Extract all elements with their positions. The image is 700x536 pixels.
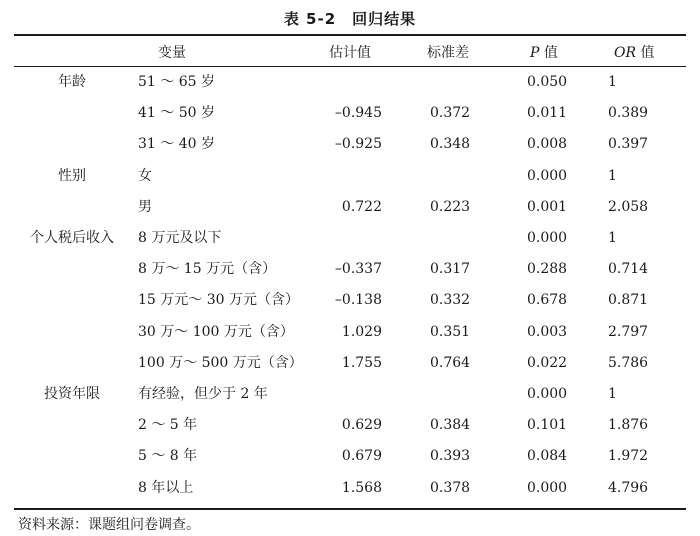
row-std-error: 0.764: [430, 354, 471, 371]
header-std-error: 标准差: [427, 45, 469, 61]
table-row: [0, 317, 700, 348]
row-estimate: 1.568: [341, 479, 382, 496]
row-category-label: 8 万～ 15 万元（含）: [138, 261, 277, 278]
row-estimate: –0.945: [334, 105, 382, 122]
row-estimate: –0.138: [334, 292, 382, 309]
header-p-value: [530, 42, 558, 62]
row-p-value: 0.288: [527, 261, 568, 278]
header-or-value: [614, 42, 654, 62]
row-or-value: 0.871: [608, 292, 649, 309]
row-group-label: 年龄: [58, 74, 86, 90]
row-category-label: 41 ～ 50 岁: [138, 105, 215, 122]
row-p-value: 0.678: [527, 292, 568, 309]
table-row: [0, 473, 700, 504]
row-estimate: 0.722: [341, 198, 382, 215]
table-row: [0, 161, 700, 192]
row-std-error: 0.223: [430, 198, 471, 215]
row-or-value: 1: [608, 74, 617, 90]
table-bottom-rule: [14, 508, 686, 510]
row-std-error: 0.348: [430, 136, 471, 153]
row-estimate: –0.925: [334, 136, 382, 153]
row-category-label: 2 ～ 5 年: [138, 417, 198, 434]
row-p-value: 0.101: [527, 417, 568, 434]
row-p-value: 0.011: [527, 105, 568, 122]
row-group-label: 投资年限: [44, 386, 100, 402]
row-or-value: 5.786: [608, 354, 649, 371]
row-p-value: 0.003: [527, 323, 568, 340]
row-estimate: 0.629: [341, 417, 382, 434]
row-p-value: 0.000: [527, 386, 568, 402]
header-p-letter: P: [530, 45, 540, 61]
row-std-error: 0.351: [430, 323, 471, 340]
header-estimate: 估计值: [329, 45, 371, 61]
table-top-rule: [14, 34, 686, 36]
header-variable: 变量: [158, 45, 186, 61]
row-or-value: 1.876: [608, 417, 649, 434]
table-row: [0, 192, 700, 223]
row-std-error: 0.332: [430, 292, 471, 309]
row-or-value: 0.397: [608, 136, 649, 153]
header-p-suffix: 值: [539, 45, 558, 61]
row-p-value: 0.008: [527, 136, 568, 153]
table-row: [0, 348, 700, 379]
row-p-value: 0.001: [527, 198, 568, 215]
row-or-value: 1: [608, 230, 617, 246]
header-or-suffix: 值: [636, 45, 655, 61]
row-or-value: 1.972: [608, 448, 649, 465]
source-note: 资料来源：课题组问卷调查。: [18, 517, 200, 533]
row-estimate: 0.679: [341, 448, 382, 465]
row-group-label: 性别: [58, 167, 86, 184]
row-category-label: 8 年以上: [138, 479, 194, 496]
row-category-label: 女: [138, 167, 152, 184]
table-row: [0, 379, 700, 410]
row-category-label: 15 万元～ 30 万元（含）: [138, 292, 299, 309]
row-std-error: 0.393: [430, 448, 471, 465]
table-row: [0, 285, 700, 316]
header-or-letter: OR: [614, 45, 637, 61]
row-std-error: 0.378: [430, 479, 471, 496]
row-p-value: 0.000: [527, 230, 568, 246]
row-or-value: 1: [608, 167, 617, 184]
row-estimate: 1.029: [341, 323, 382, 340]
row-p-value: 0.084: [527, 448, 568, 465]
row-category-label: 8 万元及以下: [138, 230, 222, 246]
row-category-label: 31 ～ 40 岁: [138, 136, 215, 153]
row-category-label: 100 万～ 500 万元（含）: [138, 354, 303, 371]
table-row: [0, 441, 700, 472]
table-row: [0, 98, 700, 129]
row-p-value: 0.000: [527, 167, 568, 184]
row-estimate: –0.337: [334, 261, 382, 278]
row-p-value: 0.050: [527, 74, 568, 90]
row-group-label: 个人税后收入: [30, 230, 114, 246]
row-estimate: 1.755: [341, 354, 382, 371]
row-p-value: 0.000: [527, 479, 568, 496]
row-category-label: 男: [138, 198, 152, 215]
table-row: [0, 129, 700, 160]
table-row: [0, 254, 700, 285]
table-row: [0, 223, 700, 254]
row-category-label: 30 万～ 100 万元（含）: [138, 323, 294, 340]
row-or-value: 2.058: [608, 198, 649, 215]
row-category-label: 5 ～ 8 年: [138, 448, 198, 465]
row-or-value: 4.796: [608, 479, 649, 496]
row-or-value: 2.797: [608, 323, 649, 340]
row-category-label: 有经验，但少于 2 年: [138, 386, 268, 402]
row-p-value: 0.022: [527, 354, 568, 371]
row-or-value: 1: [608, 386, 617, 402]
row-category-label: 51 ～ 65 岁: [138, 74, 215, 90]
table-row: [0, 67, 700, 98]
row-or-value: 0.389: [608, 105, 649, 122]
table-row: [0, 410, 700, 441]
table-title: 表 5-2 回归结果: [283, 10, 417, 28]
row-std-error: 0.317: [430, 261, 471, 278]
row-std-error: 0.372: [430, 105, 471, 122]
row-or-value: 0.714: [608, 261, 649, 278]
row-std-error: 0.384: [430, 417, 471, 434]
